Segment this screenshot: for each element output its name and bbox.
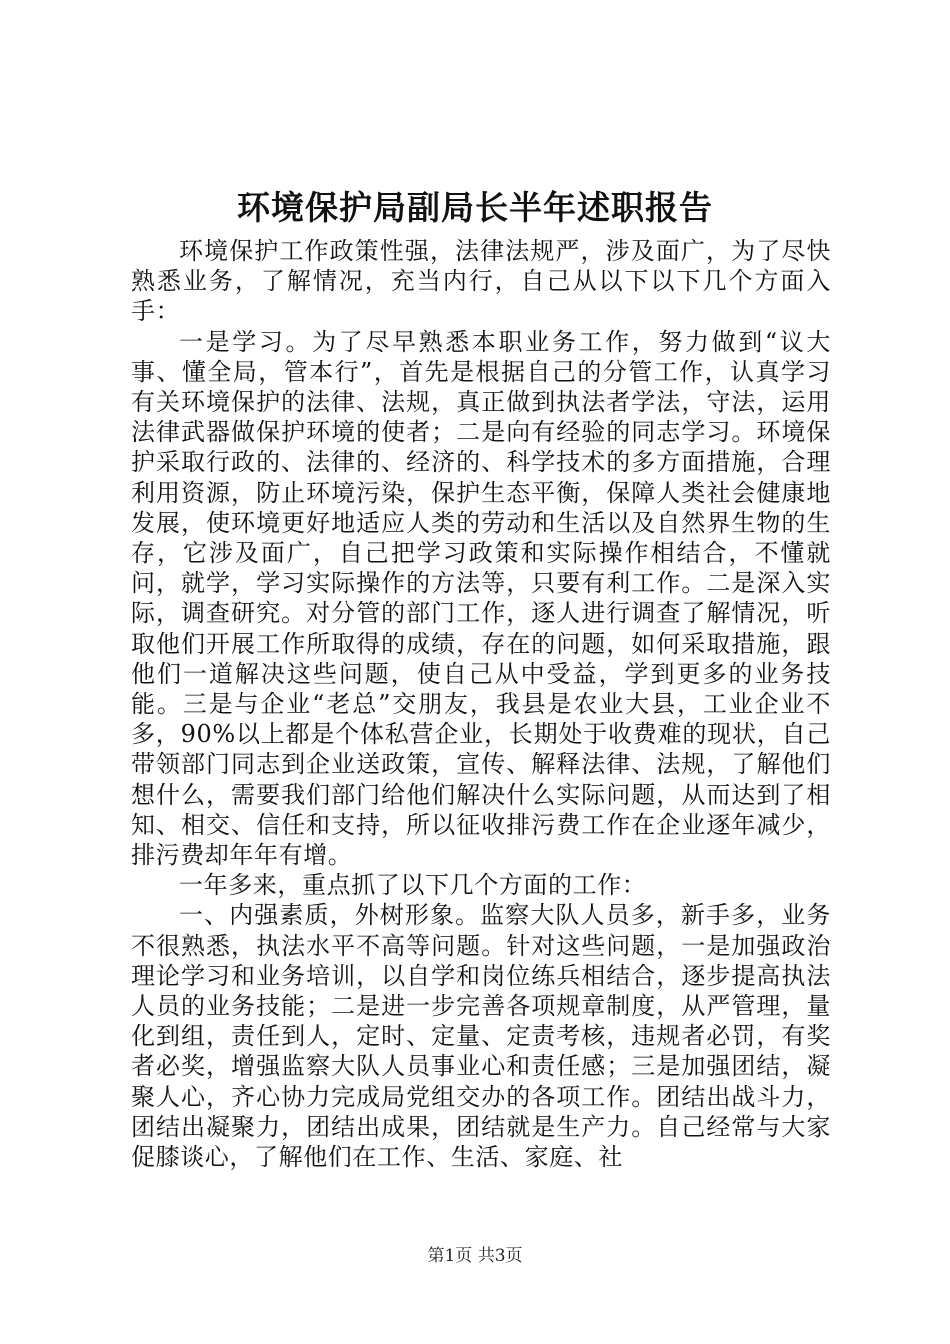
paragraph-intro: 环境保护工作政策性强，法律法规严，涉及面广，为了尽快熟悉业务，了解情况，充当内行，自己从以下以下几个方面入手：	[131, 237, 831, 326]
paragraph-learning: 一是学习。为了尽早熟悉本职业务工作，努力做到“议大事、懂全局，管本行”，首先是根据自己的分管工作，认真学习有关环境保护的法律、法规，真正做到执法者学法，守法，运用法律武器做保护环境的使者；二是向有经验的同志学习。环境保护采取行政的、法律的、经济的、科学技术的多方面措施，合理利用资源，防止环境污染，保护生态平衡，保障人类社会健康地发展，使环境更好地适应人类的劳动和生活以及自然界生物的生存，它涉及面广，自己把学习政策和实际操作相结合，不懂就问，就学，学习实际操作的方法等，只要有利工作。二是深入实际，调查研究。对分管的部门工作，逐人进行调查了解情况，听取他们开展工作所取得的成绩，存在的问题，如何采取措施，跟他们一道解决这些问题，使自己从中受益，学到更多的业务技能。三是与企业“老总”交朋友，我县是农业大县，工业企业不多，90%以上都是个体私营企业，长期处于收费难的现状，自己带领部门同志到企业送政策，宣传、解释法律、法规，了解他们想什么，需要我们部门给他们解决什么实际问题，从而达到了相知、相交、信任和支持，所以征收排污费工作在企业逐年减少，排污费却年年有增。	[131, 327, 831, 870]
page-footer: 第1页 共3页	[427, 1246, 523, 1266]
paragraph-summary-lead: 一年多来，重点抓了以下几个方面的工作：	[179, 871, 647, 900]
document-title: 环境保护局副局长半年述职报告	[237, 188, 713, 227]
paragraph-quality: 一、内强素质，外树形象。监察大队人员多，新手多，业务不很熟悉，执法水平不高等问题。针对这些问题，一是加强政治理论学习和业务培训，以自学和岗位练兵相结合，逐步提高执法人员的业务技能；二是进一步完善各项规章制度，从严管理，量化到组，责任到人，定时、定量、定责考核，违规者必罚，有奖者必奖，增强监察大队人员事业心和责任感；三是加强团结，凝聚人心，齐心协力完成局党组交办的各项工作。团结出战斗力，团结出凝聚力，团结出成果，团结就是生产力。自己经常与大家促膝谈心，了解他们在工作、生活、家庭、社	[131, 901, 831, 1172]
document-body	[131, 236, 831, 1172]
